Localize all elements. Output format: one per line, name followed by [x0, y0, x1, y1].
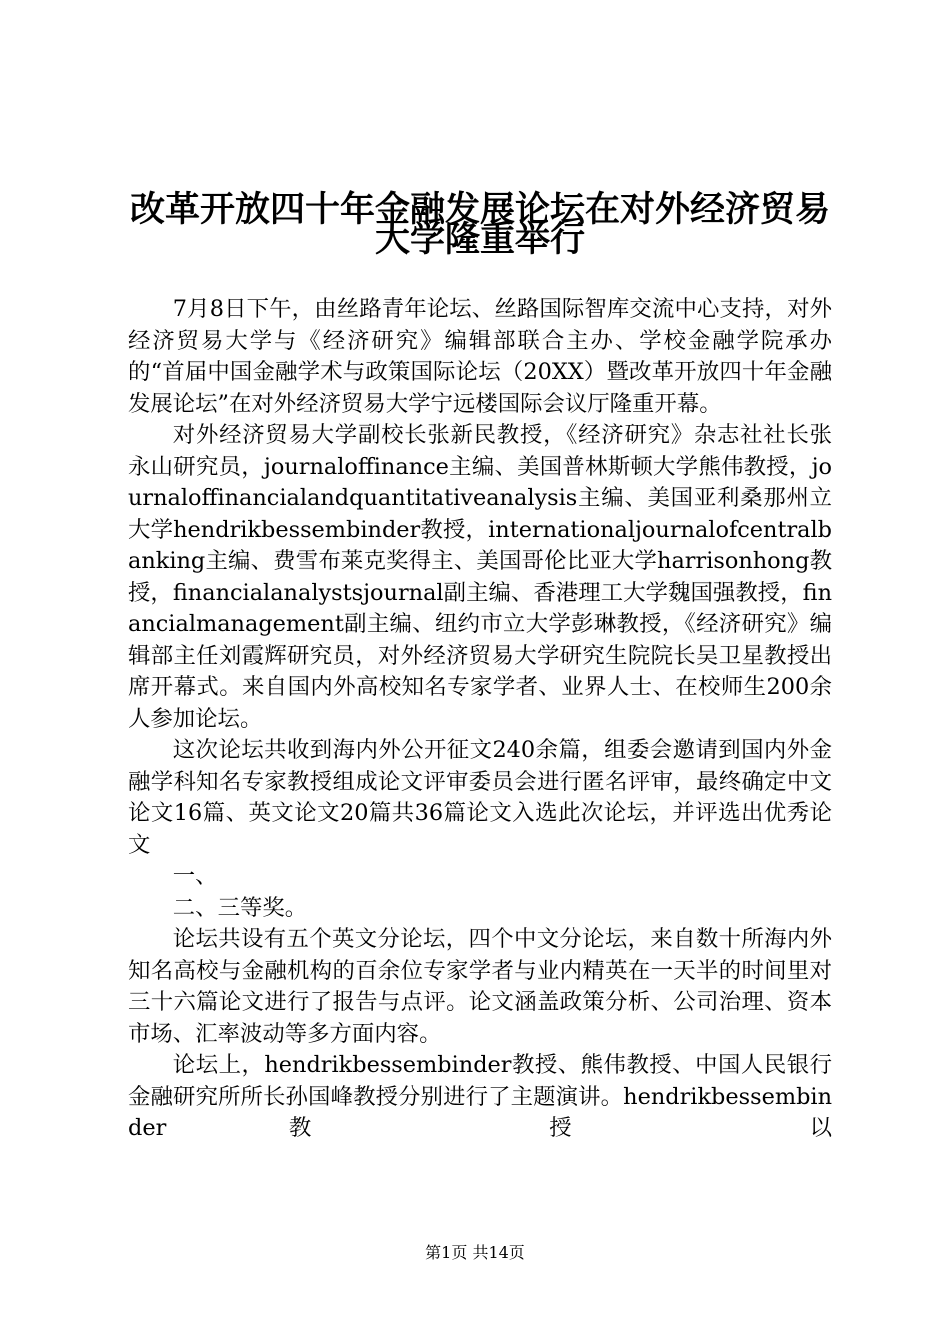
document-title-line-2: 大学隆重举行: [374, 219, 585, 260]
document-body: [128, 294, 832, 1145]
document-title-line-1: 改革开放四十年金融发展论坛在对外经济贸易: [129, 189, 830, 230]
paragraph-5: 二、三等奖。: [172, 894, 308, 921]
page-footer: 第1页 共14页: [425, 1243, 525, 1262]
paragraph-1: 7月8日下午，由丝路青年论坛、丝路国际智库交流中心支持，对外经济贸易大学与《经济研究》编辑部联合主办、学校金融学院承办的“首届中国金融学术与政策国际论坛（20XX）暨改革开放四十年金融发展论坛”在对外经济贸易大学宁远楼国际会议厅隆重开幕。: [128, 296, 832, 417]
paragraph-6: 论坛共设有五个英文分论坛，四个中文分论坛，来自数十所海内外知名高校与金融机构的百余位专家学者与业内精英在一天半的时间里对三十六篇论文进行了报告与点评。论文涵盖政策分析、公司治理、资本市场、汇率波动等多方面内容。: [128, 926, 832, 1047]
paragraph-3: 这次论坛共收到海内外公开征文240余篇，组委会邀请到国内外金融学科知名专家教授组成论文评审委员会进行匿名评审，最终确定中文论文16篇、英文论文20篇共36篇论文入选此次论坛，并评选出优秀论文: [128, 737, 832, 858]
paragraph-2: 对外经济贸易大学副校长张新民教授，《经济研究》杂志社社长张永山研究员，journaloffinance主编、美国普林斯顿大学熊伟教授，journaloffinancialandquantitativeanalysis主编、美国亚利桑那州立大学hendrikbessembinder教授，internationaljournalofcentralbanking主编、费雪布莱克奖得主、美国哥伦比亚大学harrisonhong教授，financialanalystsjournal副主编、香港理工大学魏国强教授，financialmanagement副主编、纽约市立大学彭琳教授，《经济研究》编辑部主任刘霞辉研究员，对外经济贸易大学研究生院院长吴卫星教授出席开幕式。来自国内外高校知名专家学者、业界人士、在校师生200余人参加论坛。: [128, 422, 832, 732]
paragraph-7: 论坛上，hendrikbessembinder教授、熊伟教授、中国人民银行金融研究所所长孙国峰教授分别进行了主题演讲。hendrikbessembinder 教 授 以: [128, 1052, 832, 1141]
paragraph-4: 一、: [172, 863, 218, 889]
